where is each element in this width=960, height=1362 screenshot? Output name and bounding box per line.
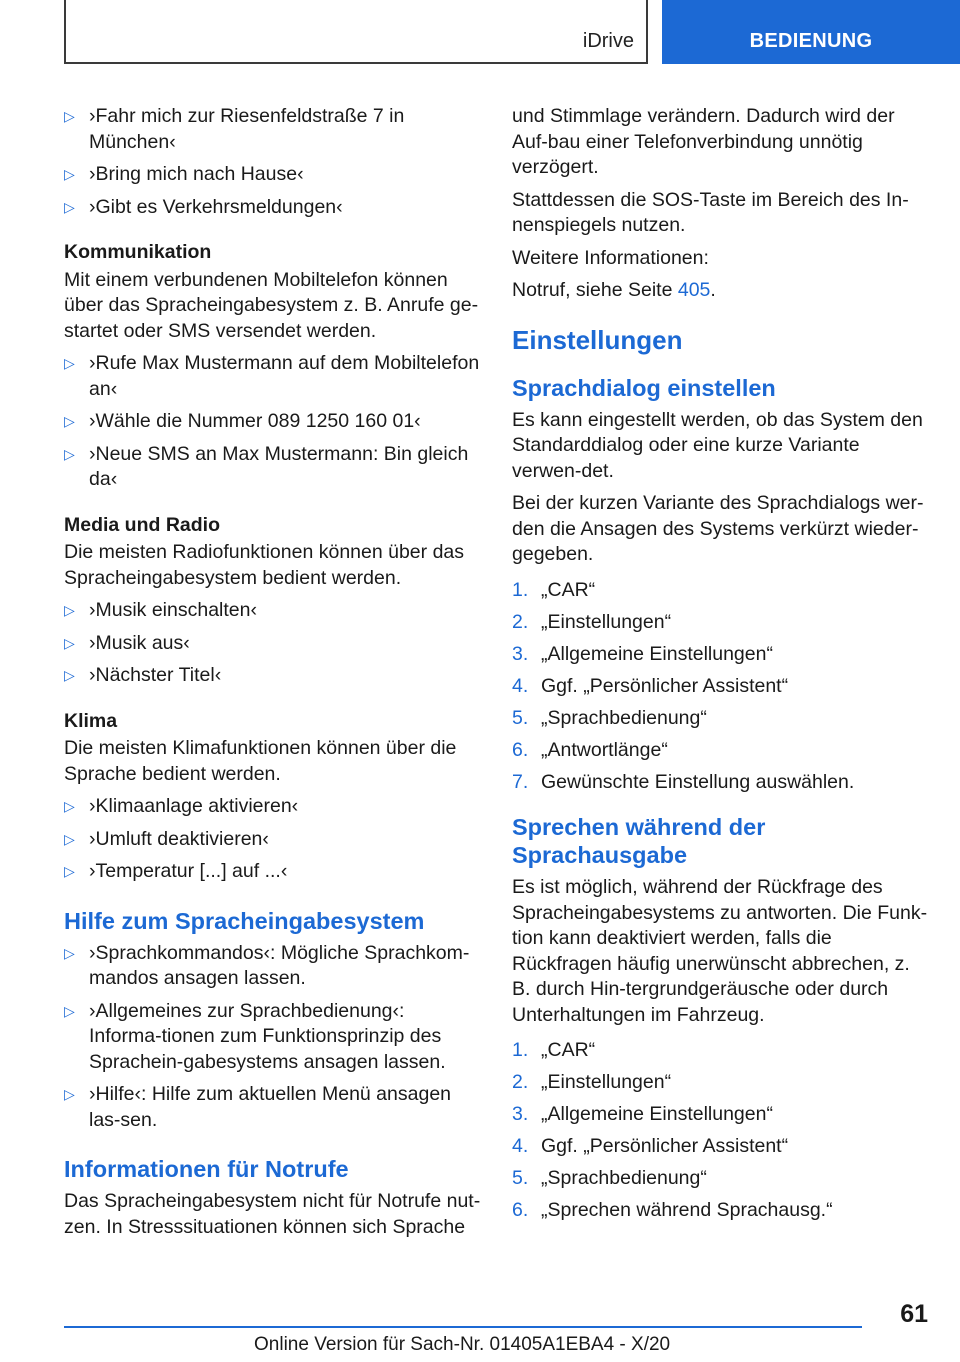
triangle-bullet-icon: ▷ [64, 944, 75, 961]
notrufe-text-continued: und Stimmlage verändern. Dadurch wird der Auf-bau einer Telefonverbindung unnötig verzögert. [512, 105, 895, 178]
step-item: 2. „Einstellungen“ [512, 1071, 672, 1093]
triangle-bullet-icon: ▷ [64, 863, 75, 879]
triangle-bullet-icon: ▷ [64, 798, 75, 814]
left-column [64, 104, 482, 1247]
notrufe-text: Das Spracheingabesystem nicht für Notrufe nut-zen. In Stresssituationen können sich Sprache [64, 1190, 481, 1238]
sprachdialog-steps [512, 578, 928, 796]
step-item: 4. Ggf. „Persönlicher Assistent“ [512, 674, 789, 697]
triangle-bullet-icon: ▷ [64, 198, 75, 215]
triangle-bullet-icon: ▷ [64, 355, 75, 371]
sprechen-steps [512, 1038, 928, 1224]
notrufe-heading: Informationen für Notrufe [64, 1156, 349, 1182]
sos-text: Stattdessen die SOS-Taste im Bereich des In-nenspiegels nutzen. [512, 188, 909, 236]
kommunikation-command-list [64, 351, 482, 493]
list-item: ▷ ›Temperatur [...] auf ...‹ [64, 859, 482, 885]
step-item: 6. „Antwortlänge“ [512, 738, 668, 761]
klima-command-list [64, 794, 482, 885]
step-item: 3. „Allgemeine Einstellungen“ [512, 1103, 773, 1125]
footer-divider [64, 1326, 862, 1328]
navigation-command-list [64, 104, 482, 220]
more-info-text: Weitere Informationen: [512, 246, 709, 269]
media-command-list [64, 598, 482, 689]
step-item: 7. Gewünschte Einstellung auswählen. [512, 770, 855, 793]
hilfe-heading: Hilfe zum Spracheingabesystem [64, 907, 425, 934]
media-text: Die meisten Radiofunktionen können über das Spracheingabesystem bedient werden. [64, 541, 465, 589]
einstellungen-heading: Einstellungen [512, 324, 683, 355]
triangle-bullet-icon: ▷ [64, 108, 75, 124]
list-item: ▷ ›Bring mich nach Hause‹ [64, 162, 482, 188]
step-item: 3. „Allgemeine Einstellungen“ [512, 642, 773, 665]
notruf-reference: Notruf, siehe Seite 405. [512, 279, 716, 301]
step-item: 1. „CAR“ [512, 578, 596, 601]
hilfe-command-list [64, 941, 482, 1134]
triangle-bullet-icon: ▷ [64, 1002, 75, 1019]
triangle-bullet-icon: ▷ [64, 667, 75, 683]
page-link[interactable]: 405 [677, 279, 711, 301]
page-number: 61 [900, 1300, 928, 1328]
header-chapter-label: BEDIENUNG [749, 30, 873, 52]
list-item: ▷ ›Rufe Max Mustermann auf dem Mobiltelefon an‹ [64, 352, 480, 400]
footer-online-version: Online Version für Sach-Nr. 01405A1EBA4 - X/20 [254, 1334, 671, 1355]
triangle-bullet-icon: ▷ [64, 1086, 75, 1102]
klima-heading: Klima [64, 709, 118, 732]
list-item: ▷ ›Allgemeines zur Sprachbedienung‹: Informa-tionen zum Funktionsprinzip des Sprachein-gabesystems ansagen lassen. [64, 999, 446, 1073]
step-item: 5. „Sprachbedienung“ [512, 1167, 707, 1189]
header-section-box [64, 0, 648, 64]
triangle-bullet-icon: ▷ [64, 166, 75, 182]
sprechen-text: Es ist möglich, während der Rückfrage des Spracheingabesystems zu antworten. Die Funk-tion kann deaktiviert werden, falls die Rückfragen häufig unerwünscht abbrechen, z. B. durch Hin-tergrundgeräusche oder durch Unterhaltungen im Fahrzeug. [512, 876, 928, 1026]
list-item: ▷ ›Nächster Titel‹ [64, 663, 482, 689]
list-item: ▷ ›Neue SMS an Max Mustermann: Bin gleich da‹ [64, 442, 469, 490]
step-item: 5. „Sprachbedienung“ [512, 706, 707, 729]
list-item: ▷ ›Hilfe‹: Hilfe zum aktuellen Menü ansagen las-sen. [64, 1083, 452, 1131]
step-item: 4. Ggf. „Persönlicher Assistent“ [512, 1135, 789, 1157]
list-item: ▷ ›Fahr mich zur Riesenfeldstraße 7 in München‹ [64, 105, 405, 153]
kommunikation-heading: Kommunikation [64, 241, 212, 263]
header-chapter-tab [662, 0, 960, 64]
list-item: ▷ ›Gibt es Verkehrsmeldungen‹ [64, 195, 482, 221]
step-item: 6. „Sprechen während Sprachausg.“ [512, 1199, 833, 1221]
kommunikation-text: Mit einem verbundenen Mobiltelefon können über das Spracheingabesystem z. B. Anrufe ge-startet oder SMS versendet werden. [64, 268, 479, 342]
sprachdialog-heading: Sprachdialog einstellen [512, 374, 776, 401]
right-column [512, 104, 928, 1230]
triangle-bullet-icon: ▷ [64, 413, 75, 429]
list-item: ▷ ›Klimaanlage aktivieren‹ [64, 794, 482, 820]
triangle-bullet-icon: ▷ [64, 830, 75, 847]
step-item: 2. „Einstellungen“ [512, 610, 672, 633]
triangle-bullet-icon: ▷ [64, 634, 75, 651]
klima-text: Die meisten Klimafunktionen können über die Sprache bedient werden. [64, 737, 457, 785]
list-item: ▷ ›Musik einschalten‹ [64, 598, 482, 624]
sprechen-heading: Sprechen während der Sprachausgabe [512, 814, 766, 868]
list-item: ▷ ›Musik aus‹ [64, 631, 482, 657]
list-item: ▷ ›Umluft deaktivieren‹ [64, 827, 482, 853]
triangle-bullet-icon: ▷ [64, 445, 75, 462]
sprachdialog-text-2: Bei der kurzen Variante des Sprachdialogs wer-den die Ansagen des Systems verkürzt wieder-gegeben. [512, 492, 924, 565]
step-item: 1. „CAR“ [512, 1039, 596, 1061]
sprachdialog-text-1: Es kann eingestellt werden, ob das System den Standarddialog oder eine kurze Variante verwen-det. [512, 408, 923, 482]
header-section-label: iDrive [582, 30, 634, 52]
media-heading: Media und Radio [64, 513, 220, 536]
list-item: ▷ ›Wähle die Nummer 089 1250 160 01‹ [64, 409, 482, 435]
list-item: ▷ ›Sprachkommandos‹: Mögliche Sprachkom-mandos ansagen lassen. [64, 941, 470, 989]
triangle-bullet-icon: ▷ [64, 602, 75, 618]
